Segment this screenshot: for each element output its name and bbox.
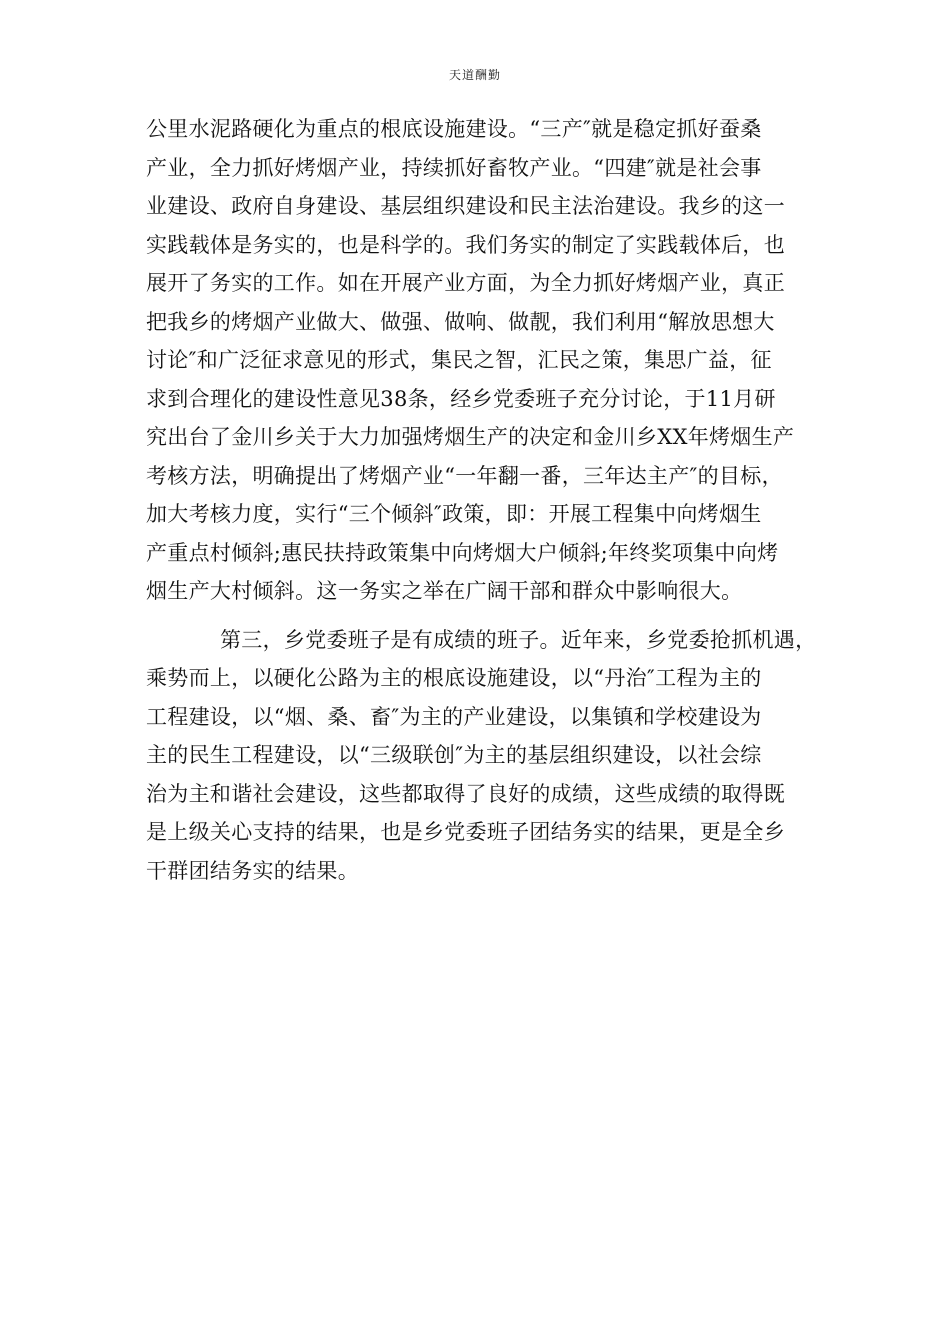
text-line: 把我乡的烤烟产业做大、做强、做响、做靓，我们利用“解放思想大	[146, 309, 775, 334]
page-header: 天道酬勤	[448, 68, 501, 82]
text-line: 实践载体是务实的，也是科学的。我们务实的制定了实践载体后，也	[146, 232, 785, 257]
paragraph-spacer	[146, 611, 816, 621]
paragraph-1	[146, 110, 816, 611]
text-line: 考核方法，明确提出了烤烟产业“一年翻一番，三年达主产″的目标，	[146, 463, 783, 488]
document-body	[146, 110, 816, 890]
text-line: 加大考核力度，实行“三个倾斜″政策，即：开展工程集中向烤烟生	[146, 502, 762, 526]
text-line: 第三，乡党委班子是有成绩的班子。近年来，乡党委抢抓机遇，	[220, 627, 817, 652]
text-line: 工程建设，以“烟、桑、畜″为主的产业建设，以集镇和学校建设为	[146, 704, 762, 729]
text-line: 干群团结务实的结果。	[146, 858, 359, 883]
text-line: 讨论″和广泛征求意见的形式，集民之智，汇民之策，集思广益，征	[146, 348, 772, 372]
text-line: 烟生产大村倾斜。这一务实之举在广阔干部和群众中影响很大。	[146, 579, 743, 603]
text-line: 产业，全力抓好烤烟产业，持续抓好畜牧产业。“四建″就是社会事	[146, 155, 762, 180]
text-line: 究出台了金川乡关于大力加强烤烟生产的决定和金川乡XX年烤烟生产	[146, 425, 795, 449]
text-line: 求到合理化的建设性意见38条，经乡党委班子充分讨论，于11月研	[146, 386, 776, 411]
text-line: 业建设、政府自身建设、基层组织建设和民主法治建设。我乡的这一	[146, 194, 785, 218]
paragraph-2	[146, 621, 816, 891]
text-line: 展开了务实的工作。如在开展产业方面，为全力抓好烤烟产业，真正	[146, 271, 785, 295]
text-line: 产重点村倾斜;惠民扶持政策集中向烤烟大户倾斜;年终奖项集中向烤	[146, 540, 779, 565]
text-line: 乘势而上，以硬化公路为主的根底设施建设，以“丹治″工程为主的	[146, 666, 762, 690]
text-line: 公里水泥路硬化为重点的根底设施建设。“三产″就是稳定抓好蚕桑	[146, 117, 762, 141]
text-line: 主的民生工程建设，以“三级联创″为主的基层组织建设，以社会综	[146, 743, 762, 767]
text-line: 是上级关心支持的结果，也是乡党委班子团结务实的结果，更是全乡	[146, 820, 785, 844]
text-line: 治为主和谐社会建设，这些都取得了良好的成绩，这些成绩的取得既	[146, 781, 785, 806]
